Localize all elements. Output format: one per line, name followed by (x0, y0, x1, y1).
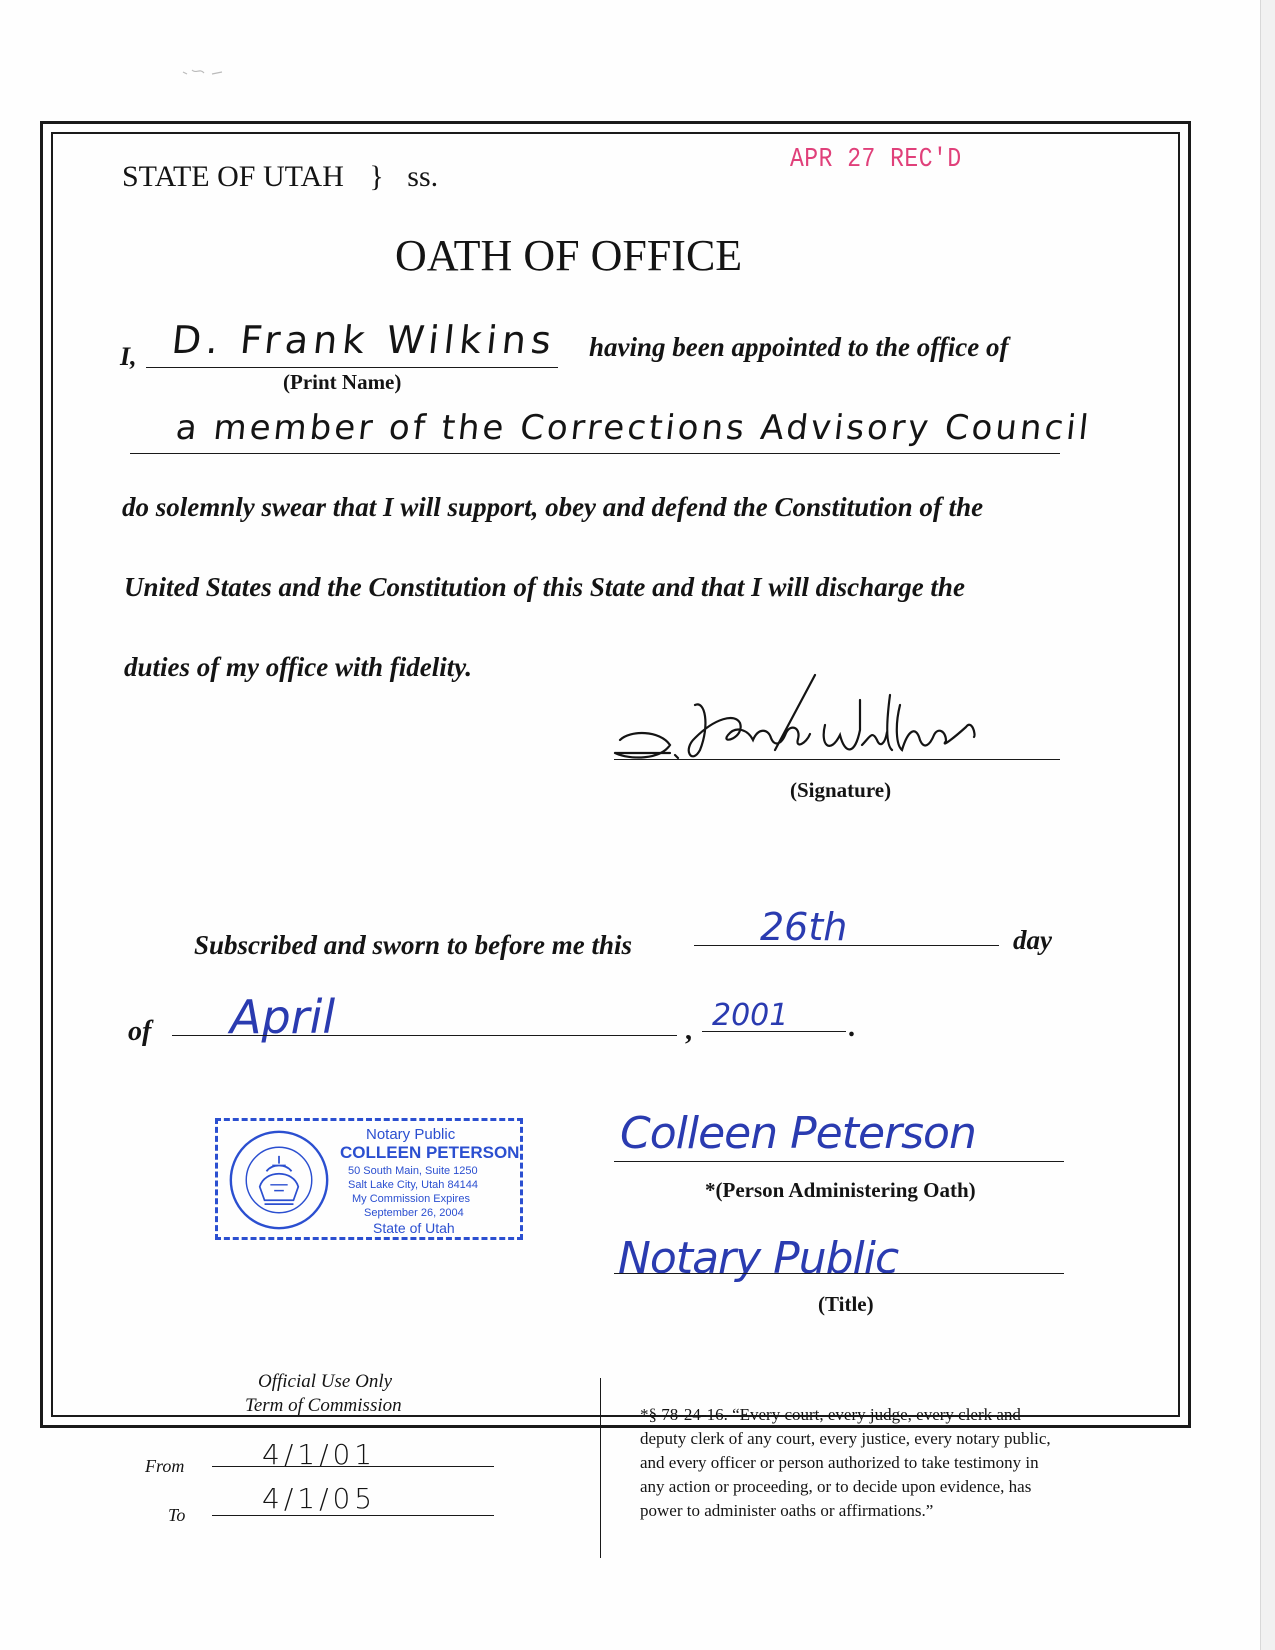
state-brace: } (369, 160, 384, 193)
subscribed-text: Subscribed and sworn to before me this (194, 930, 633, 960)
title-line (614, 1273, 1064, 1274)
oath-body-line3: duties of my office with fidelity. (124, 652, 472, 682)
official-use-heading: Official Use Only (258, 1371, 393, 1392)
page-edge (1260, 0, 1275, 1650)
footnote-line3: and every officer or person authorized to take testimony in (640, 1453, 1039, 1472)
oath-taker-signature (600, 665, 1040, 785)
print-name-value: D. Frank Wilkins (169, 318, 559, 362)
day-value: 26th (760, 905, 848, 949)
month-value: April (230, 990, 336, 1044)
footnote-line4: any action or proceeding, or to decide upon evidence, has (640, 1477, 1032, 1496)
to-label: To (168, 1505, 186, 1525)
day-label: day (1013, 925, 1052, 955)
page-title: OATH OF OFFICE (395, 231, 743, 280)
stamp-line4: Salt Lake City, Utah 84144 (348, 1179, 479, 1191)
office-value: a member of the Corrections Advisory Council (173, 408, 1094, 448)
state-line: STATE OF UTAH (122, 160, 344, 193)
footer-divider (600, 1378, 601, 1558)
day-line (694, 945, 999, 946)
state-header (122, 160, 438, 194)
stamp-line3: 50 South Main, Suite 1250 (348, 1165, 478, 1177)
stamp-line6: September 26, 2004 (364, 1207, 464, 1219)
oath-body-line1: do solemnly swear that I will support, obey and defend the Constitution of the (122, 492, 984, 522)
stamp-line1: Notary Public (366, 1126, 456, 1143)
scan-mark (178, 62, 338, 92)
stamp-line2: COLLEEN PETERSON (340, 1143, 520, 1162)
footnote (640, 1403, 1051, 1523)
footnote-line1: *§ 78-24-16. “Every court, every judge, every clerk and (640, 1405, 1021, 1424)
to-line (212, 1515, 494, 1516)
footnote-line5: power to administer oaths or affirmations.” (640, 1501, 934, 1520)
received-stamp: APR 27 REC'D (790, 144, 962, 174)
print-name-line (146, 367, 558, 368)
administrator-line (614, 1161, 1064, 1162)
oath-body-line2: United States and the Constitution of this State and that I will discharge the (124, 572, 965, 602)
to-value: 4/1/05 (262, 1482, 377, 1515)
print-name-label: (Print Name) (283, 370, 402, 394)
year-period: . (848, 1012, 855, 1043)
year-value: 2001 (712, 998, 789, 1033)
from-line (212, 1466, 494, 1467)
footnote-line2: deputy clerk of any court, every justice, every notary public, (640, 1429, 1051, 1448)
stamp-line5: My Commission Expires (352, 1193, 470, 1205)
administrator-label: *(Person Administering Oath) (705, 1178, 976, 1202)
from-value: 4/1/01 (262, 1438, 377, 1471)
signature-line (614, 759, 1060, 760)
notary-stamp (215, 1118, 523, 1240)
title-label: (Title) (818, 1292, 874, 1316)
title-value: Notary Public (618, 1233, 899, 1284)
appointed-text: having been appointed to the office of (589, 332, 1009, 362)
signature-label: (Signature) (790, 778, 892, 802)
office-line (130, 453, 1060, 454)
of-label: of (128, 1016, 152, 1047)
oath-intro: I, (120, 342, 137, 371)
month-line (172, 1035, 677, 1036)
stamp-line7: State of Utah (373, 1220, 455, 1236)
administrator-signature: Colleen Peterson (620, 1108, 976, 1159)
year-line (702, 1031, 846, 1032)
month-comma: , (685, 1015, 692, 1046)
state-seal-icon (226, 1127, 332, 1233)
state-ss: ss. (407, 160, 439, 193)
from-label: From (145, 1456, 185, 1476)
term-heading: Term of Commission (245, 1395, 402, 1416)
